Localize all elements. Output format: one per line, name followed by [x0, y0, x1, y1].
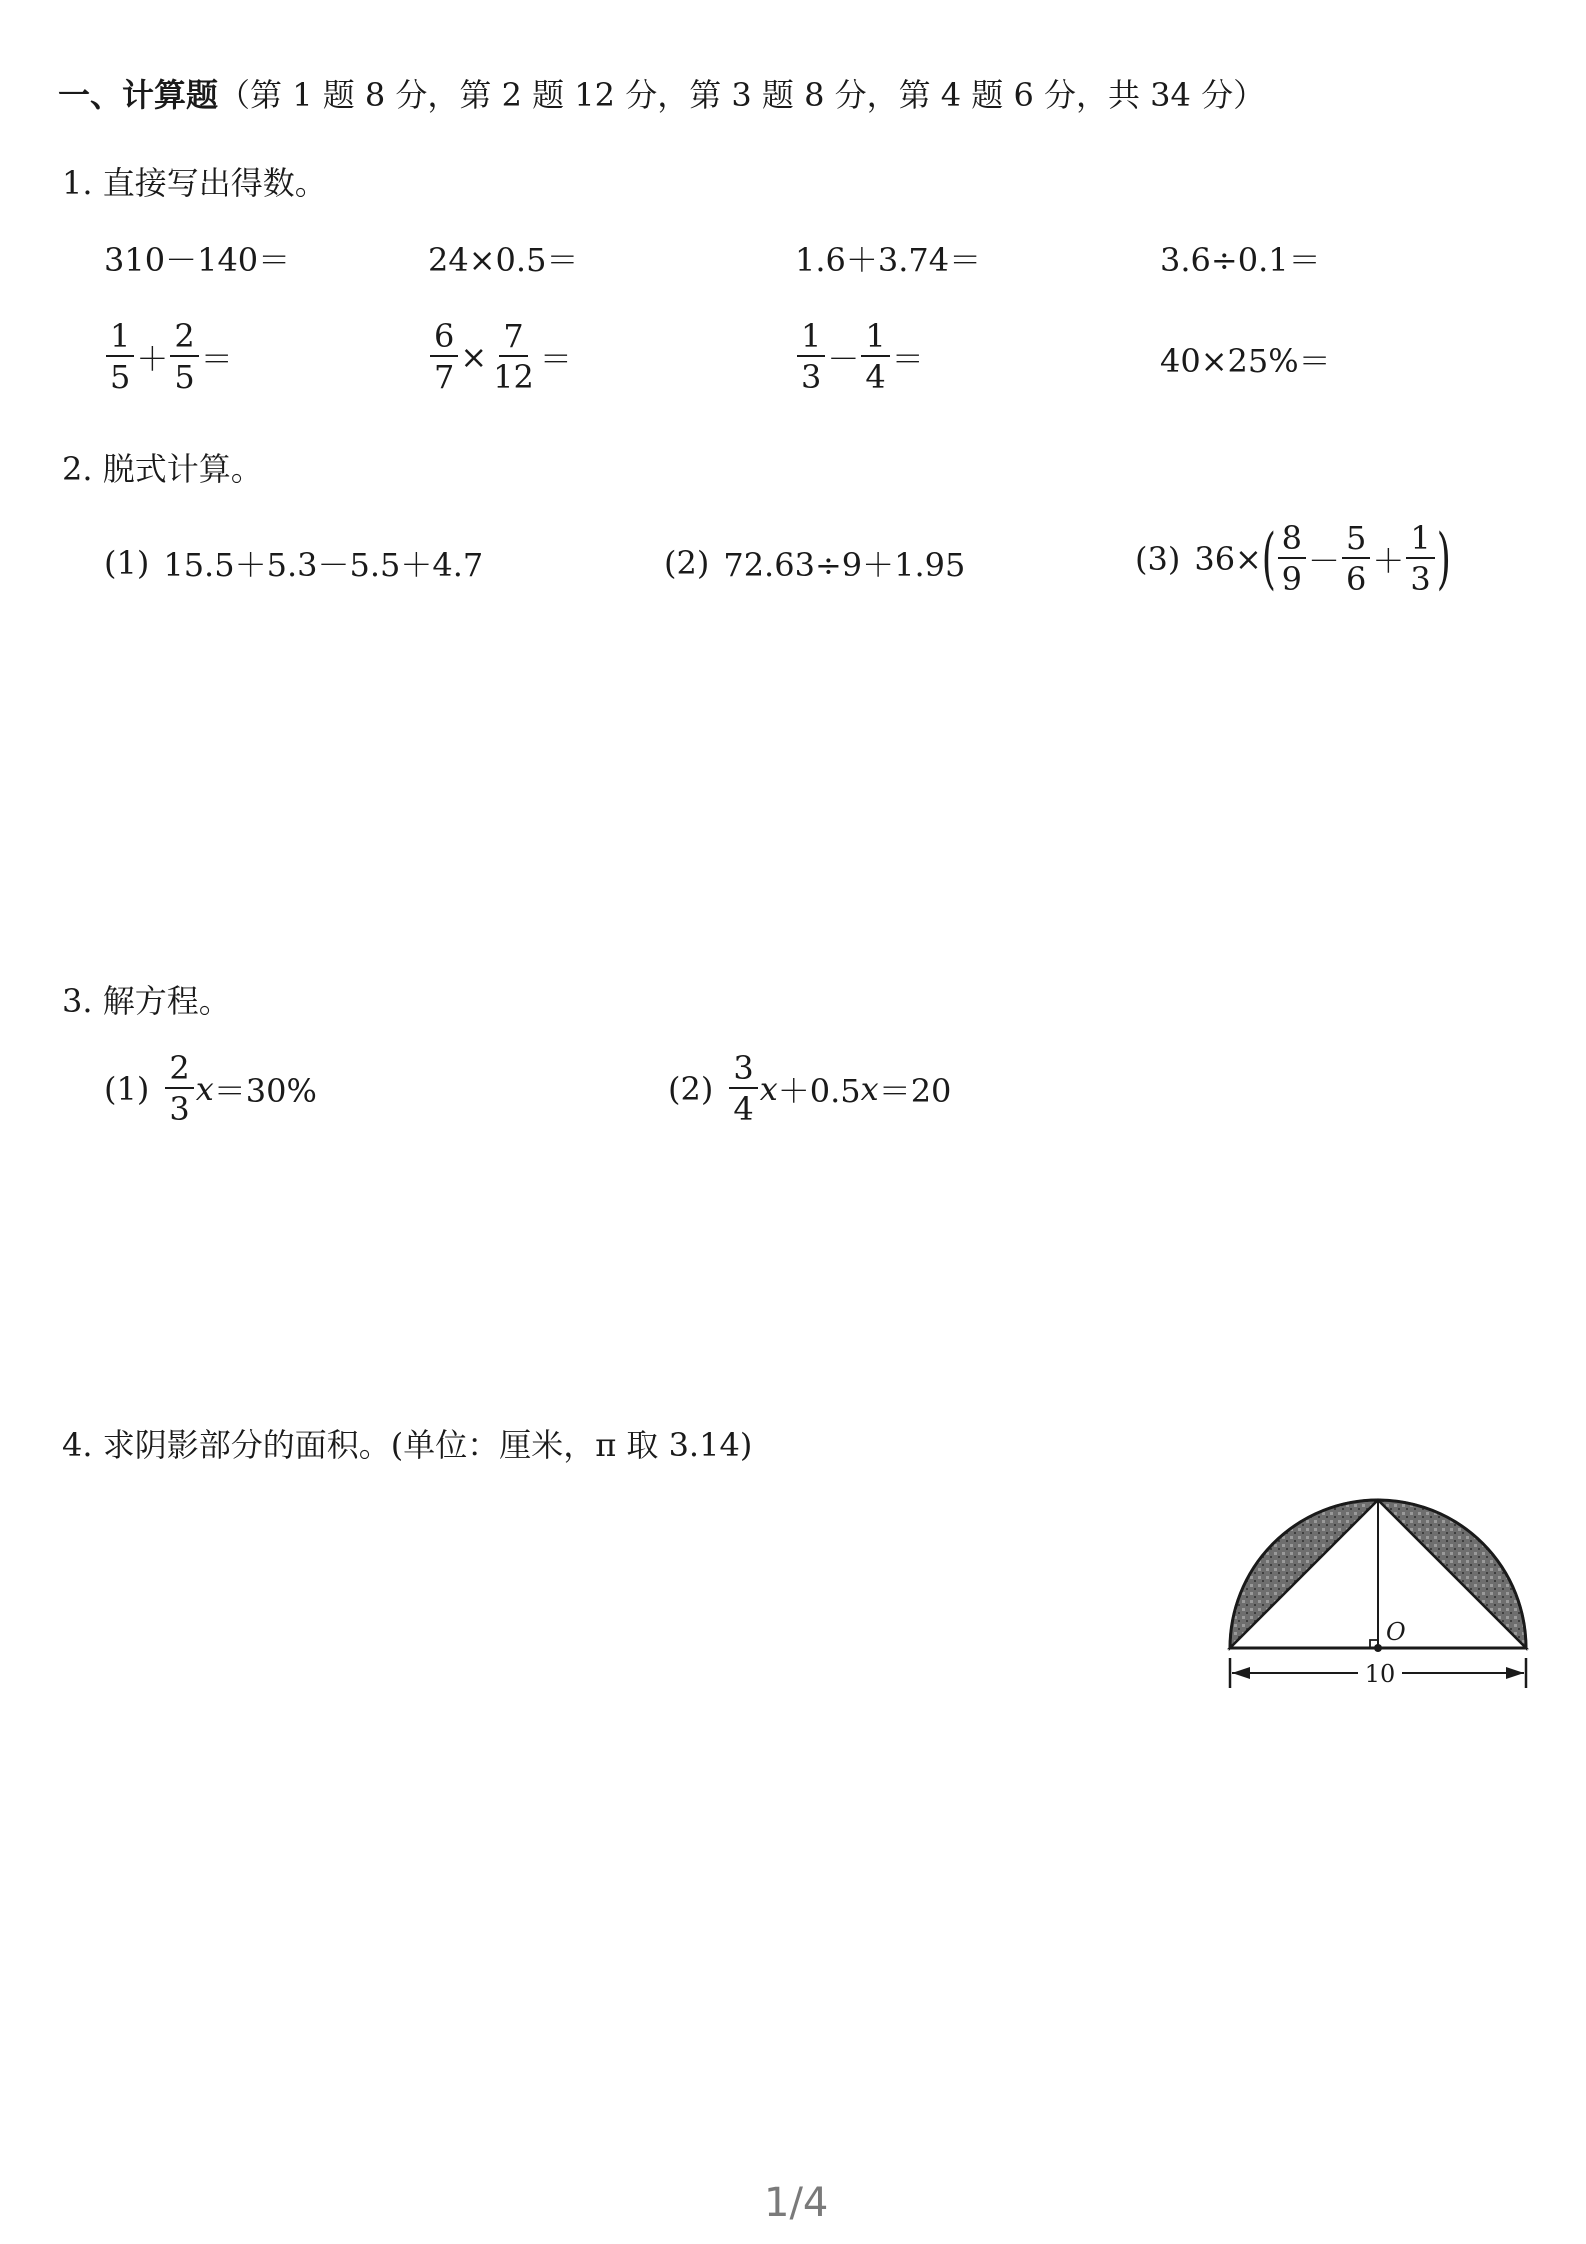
fraction: $\frac{5}{6}$	[1342, 522, 1370, 595]
fraction: $\frac{2}{5}$	[170, 320, 198, 393]
q1-expr-7: $\frac{1}{3}$ － $\frac{1}{4}$ ＝	[795, 320, 924, 393]
center-label: O	[1386, 1618, 1406, 1646]
q3-part-2: (2) $\frac{3}{4}$ x ＋0.5 x ＝20	[668, 1049, 952, 1128]
fraction: $\frac{1}{3}$	[1406, 522, 1434, 595]
fraction: $\frac{1}{4}$	[861, 320, 889, 393]
q1-heading: 1. 直接写出得数。	[62, 164, 327, 202]
fraction: $\frac{7}{12}$	[493, 317, 534, 396]
q1-expr-2: 24×0.5＝	[428, 241, 579, 279]
q2-part-3: (3) 36× ( $\frac{8}{9}$ － $\frac{5}{6}$ ＋ $\frac{1}{3}$ )	[1135, 519, 1451, 598]
q2-heading: 2. 脱式计算。	[62, 450, 263, 488]
q1-expr-4: 3.6÷0.1＝	[1160, 241, 1321, 279]
q4-heading: 4. 求阴影部分的面积。(单位：厘米，π 取 3.14)	[62, 1426, 753, 1464]
q1-expr-8: 40×25%＝	[1160, 342, 1331, 380]
fraction: $\frac{6}{7}$	[430, 320, 458, 393]
arrow-right	[1506, 1667, 1524, 1679]
fraction: $\frac{1}{5}$	[106, 320, 134, 393]
q1-expr-5: $\frac{1}{5}$ ＋ $\frac{2}{5}$ ＝	[104, 320, 233, 393]
q1-expr-1: 310－140＝	[104, 241, 291, 279]
q3-heading: 3. 解方程。	[62, 982, 231, 1020]
q2-part-1: (1) 15.5＋5.3－5.5＋4.7	[104, 544, 484, 584]
page-number: 1/4	[764, 2180, 829, 2226]
q3-part-1: (1) $\frac{2}{3}$ x ＝30%	[104, 1049, 317, 1128]
q1-expr-6: $\frac{6}{7}$ × $\frac{7}{12}$ ＝	[428, 320, 572, 393]
q2-part-2: (2) 72.63÷9＋1.95	[664, 544, 966, 584]
semicircle-figure	[1210, 1480, 1550, 1700]
diameter-label: 10	[1364, 1660, 1396, 1688]
center-point	[1374, 1644, 1382, 1652]
section-scoring: （第 1 题 8 分，第 2 题 12 分，第 3 题 8 分，第 4 题 6 分，共 34 分）	[218, 76, 1266, 114]
fraction: $\frac{8}{9}$	[1278, 522, 1306, 595]
arrow-left	[1232, 1667, 1250, 1679]
section-title	[58, 70, 1265, 116]
section-title-text: 一、计算题	[58, 76, 219, 114]
fraction: $\frac{2}{3}$	[165, 1052, 193, 1125]
fraction: $\frac{1}{3}$	[797, 320, 825, 393]
q1-expr-3: 1.6＋3.74＝	[795, 241, 982, 279]
fraction: $\frac{3}{4}$	[729, 1052, 757, 1125]
